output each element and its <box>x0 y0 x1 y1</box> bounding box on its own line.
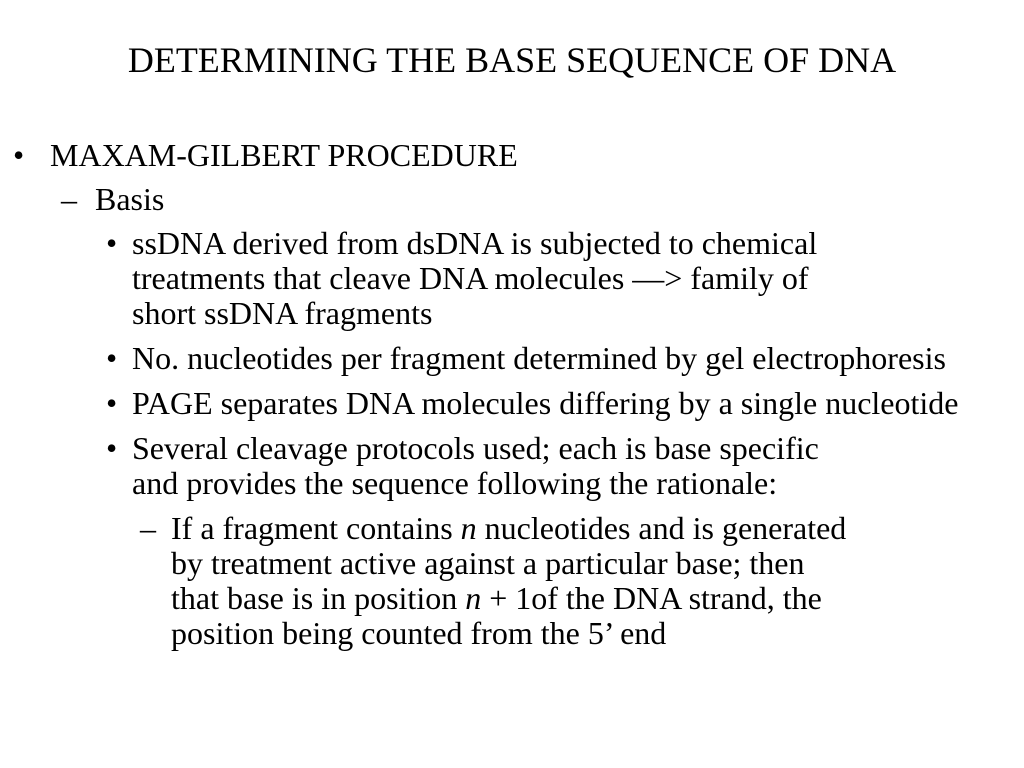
rationale-text: If a fragment contains <box>171 510 461 546</box>
bullet-text: MAXAM-GILBERT PROCEDURE <box>50 137 518 173</box>
rationale-sub-point <box>0 511 1024 651</box>
point-cleavage <box>0 431 1024 501</box>
rationale-line-1 <box>171 510 846 546</box>
point-line: nucleotide <box>825 385 959 421</box>
slide-body <box>0 136 1024 651</box>
rationale-text: + 1of the DNA strand, the <box>481 580 822 616</box>
point-page <box>0 386 1024 421</box>
point-line: short ssDNA fragments <box>132 295 433 331</box>
point-line: and provides the sequence following the rationale: <box>132 465 778 501</box>
rationale-text: nucleotides and is generated <box>476 510 847 546</box>
bullet-marker: • <box>106 225 118 261</box>
rationale-text: that base is in position <box>171 580 466 616</box>
point-line: ssDNA derived from dsDNA is subjected to chemical <box>132 225 818 261</box>
rationale-line-4: position being counted from the 5’ end <box>171 615 667 651</box>
dash-marker: – <box>61 181 77 217</box>
dash-marker: – <box>140 510 156 546</box>
point-line: No. nucleotides per fragment determined by gel <box>132 340 745 376</box>
sub-bullet-basis <box>0 180 1024 218</box>
slide-title: DETERMINING THE BASE SEQUENCE OF DNA <box>127 40 897 80</box>
bullet-marker: • <box>106 430 118 466</box>
point-nucleotides <box>0 341 1024 376</box>
bullet-maxam-gilbert <box>0 136 1024 174</box>
sub-bullet-text: Basis <box>95 181 165 217</box>
point-line: electrophoresis <box>752 340 946 376</box>
rationale-line-2: by treatment active against a particular base; then <box>171 545 805 581</box>
point-line: treatments that cleave DNA molecules —> family of <box>132 260 809 296</box>
point-line: PAGE separates DNA molecules differing by a single <box>132 385 818 421</box>
bullet-marker: • <box>106 385 118 421</box>
rationale-line-3 <box>171 580 822 616</box>
italic-n: n <box>465 580 482 616</box>
point-line: Several cleavage protocols used; each is base specific <box>132 430 819 466</box>
bullet-marker: • <box>13 137 25 173</box>
point-ssdna <box>0 226 1024 331</box>
italic-n: n <box>460 510 477 546</box>
bullet-marker: • <box>106 340 118 376</box>
